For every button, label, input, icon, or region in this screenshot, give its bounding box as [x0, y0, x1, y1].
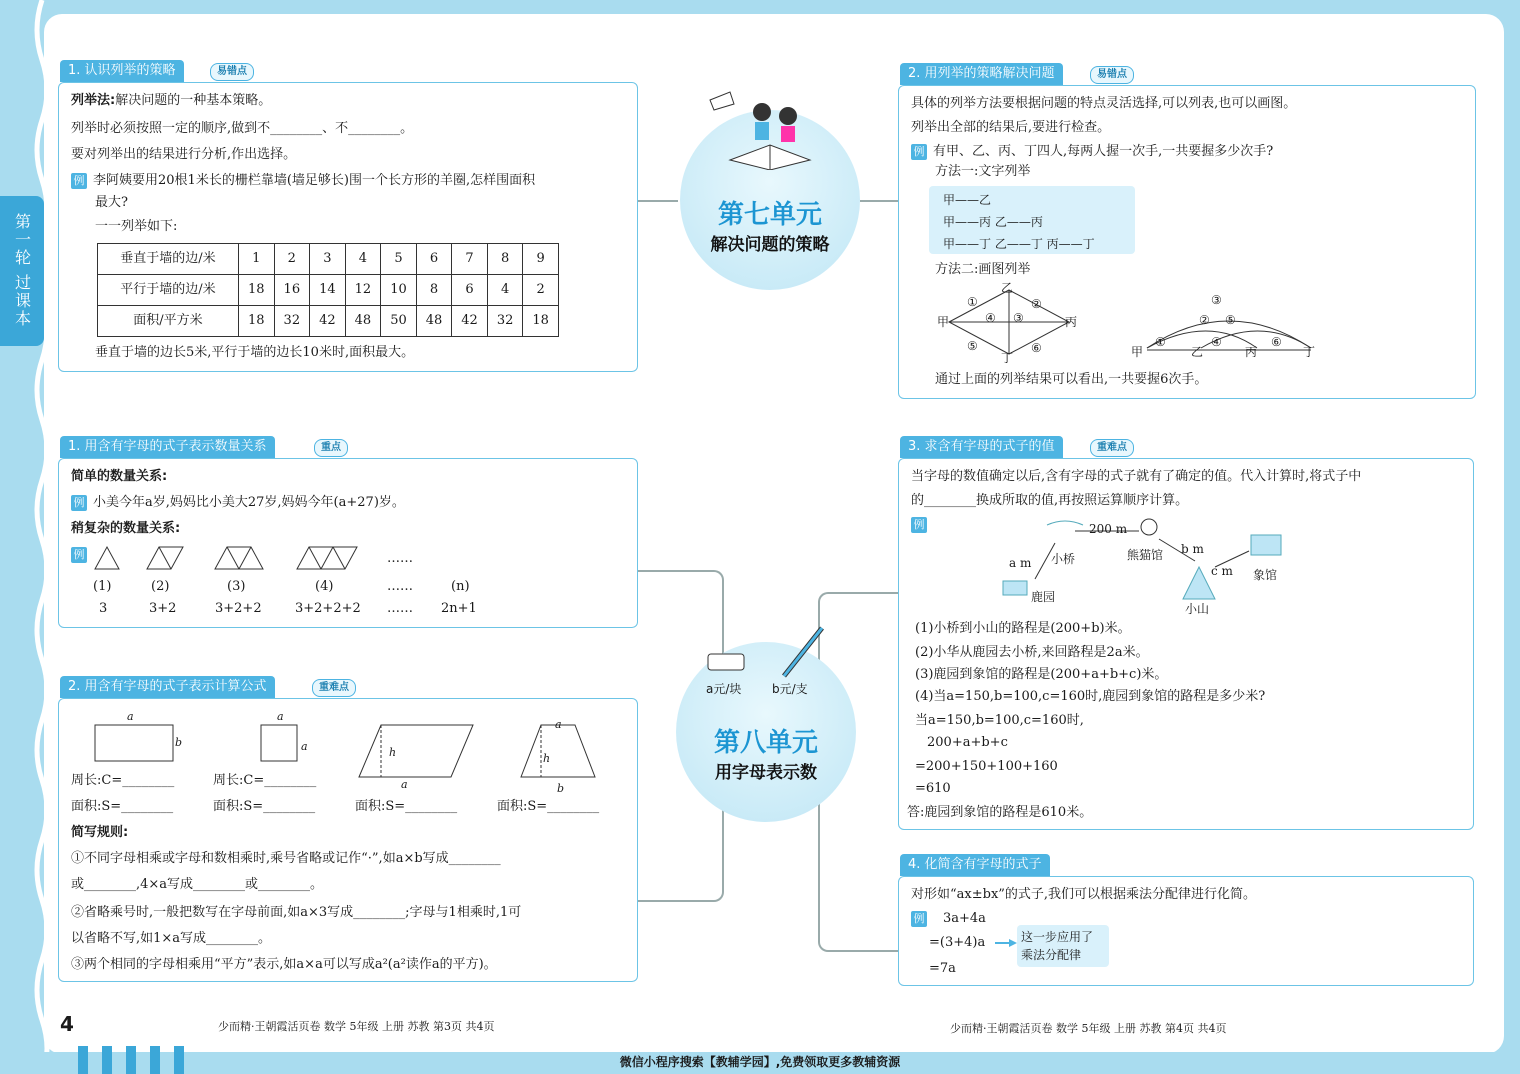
rule-text: ②省略乘号时,一般把数写在字母前面,如a×3写成________;字母与1相乘时,1可 — [71, 905, 522, 920]
example-mark: 例 — [71, 173, 87, 189]
text-line: 列举时必须按照一定的顺序,做到不________、不________。 — [71, 121, 414, 136]
rule-text: 以省略不写,如1×a写成________。 — [71, 931, 272, 946]
figure-label: (n) — [451, 579, 470, 594]
expression: 3+2+2+2 — [295, 601, 361, 616]
pen-price: b元/支 — [772, 682, 808, 696]
text-line: 具体的列举方法要根据问题的特点灵活选择,可以列表,也可以画图。 — [911, 96, 1297, 111]
table-cell: 4 — [487, 275, 523, 306]
difficulty-badge: 易错点 — [1090, 66, 1134, 84]
table-cell: 12 — [345, 275, 381, 306]
distance-label: c m — [1211, 564, 1233, 578]
example-text: 有甲、乙、丙、丁四人,每两人握一次手,一共要握多少次手? — [933, 144, 1274, 159]
rule-text: ③两个相同的字母相乘用“平方”表示,如a×a可以写成a²(a²读作a的平方)。 — [71, 957, 497, 972]
section-tag[interactable]: 1. 认识列举的策略 — [60, 60, 184, 82]
expression: 3+2 — [149, 601, 177, 616]
table-row — [98, 306, 559, 337]
row-header: 垂直于墙的边/米 — [98, 244, 239, 275]
text-line: 对形如“ax±bx”的式子,我们可以根据乘法分配律进行化简。 — [911, 887, 1257, 902]
difficulty-badge: 易错点 — [210, 63, 254, 81]
person-label: 乙 — [1001, 281, 1014, 295]
expression: 3+2+2 — [215, 601, 262, 616]
table-cell: 32 — [274, 306, 310, 337]
text-line: 一一列举如下: — [95, 219, 178, 234]
question-line: (1)小桥到小山的路程是(200+b)米。 — [915, 621, 1131, 636]
unit8-subtitle: 用字母表示数 — [715, 763, 817, 783]
example-mark: 例 — [911, 911, 927, 927]
unit8-title: 第八单元 — [713, 728, 818, 758]
distance-label: a m — [1009, 556, 1032, 570]
pen-icon — [778, 622, 828, 682]
pair-line: 甲——丙 乙——丙 — [943, 215, 1043, 229]
table-cell: 14 — [310, 275, 346, 306]
figure-label: (4) — [315, 579, 334, 594]
handshake-num: ⑤ — [967, 339, 978, 353]
method-label: 方法一:文字列举 — [935, 164, 1031, 179]
conclusion: 垂直于墙的边长5米,平行于墙的边长10米时,面积最大。 — [95, 345, 415, 360]
figure-label: …… — [387, 579, 413, 594]
eraser-price: a元/块 — [706, 682, 742, 696]
text-line: 解决问题的一种基本策略。 — [115, 93, 272, 108]
side-label: h — [389, 746, 397, 759]
step-line: =(3+4)a — [929, 935, 986, 950]
subheading: 简单的数量关系: — [71, 469, 168, 484]
table-cell: 16 — [274, 275, 310, 306]
example-text: 小美今年a岁,妈妈比小美大27岁,妈妈今年(a+27)岁。 — [93, 495, 405, 510]
place-label: 鹿园 — [1031, 590, 1056, 604]
place-label: 小桥 — [1051, 552, 1076, 566]
solution-line: 200+a+b+c — [927, 735, 1008, 750]
section-7-2 — [898, 85, 1476, 399]
pair-line: 甲——乙 — [943, 193, 992, 207]
table-row — [98, 244, 559, 275]
side-label: a — [127, 710, 134, 723]
question-line: (3)鹿园到象馆的路程是(200+a+b+c)米。 — [915, 667, 1168, 682]
answer-line: 答:鹿园到象馆的路程是610米。 — [907, 805, 1093, 820]
formula-blank[interactable]: 周长:C=________ — [71, 773, 175, 788]
question-line: (2)小华从鹿园去小桥,来回路程是2a米。 — [915, 645, 1149, 660]
side-label: b — [557, 782, 565, 795]
table-cell: 18 — [239, 306, 275, 337]
expression: 3 — [99, 601, 108, 616]
table-cell: 18 — [239, 275, 275, 306]
handshake-num: ⑥ — [1031, 341, 1042, 355]
handshake-num: ② — [1031, 297, 1042, 311]
example-mark: 例 — [71, 495, 87, 511]
section-8-4 — [898, 876, 1474, 986]
solution-line: =610 — [915, 781, 951, 796]
conclusion: 通过上面的列举结果可以看出,一共要握6次手。 — [935, 372, 1208, 387]
side-label: h — [543, 752, 551, 765]
rule-text: 或________,4×a写成________或________。 — [71, 877, 324, 892]
section-tag[interactable]: 2. 用含有字母的式子表示计算公式 — [60, 676, 275, 698]
row-header: 平行于墙的边/米 — [98, 275, 239, 306]
formula-blank[interactable]: 面积:S=________ — [497, 799, 600, 814]
enumeration-table — [97, 243, 559, 337]
subheading: 稍复杂的数量关系: — [71, 521, 181, 536]
table-row — [98, 275, 559, 306]
kids-reading-icon — [700, 90, 840, 170]
handshake-num: ④ — [1211, 335, 1222, 349]
difficulty-badge: 重难点 — [1090, 439, 1134, 457]
section-tag[interactable]: 4. 化简含有字母的式子 — [900, 854, 1050, 876]
difficulty-badge: 重点 — [314, 439, 348, 457]
step-line: 3a+4a — [943, 911, 986, 926]
person-label: 丁 — [1303, 345, 1316, 359]
place-label: 小山 — [1185, 602, 1210, 616]
handshake-num: ② — [1199, 313, 1210, 327]
section-tag[interactable]: 3. 求含有字母的式子的值 — [900, 436, 1063, 458]
formula-blank[interactable]: 周长:C=________ — [213, 773, 317, 788]
unit8-circle — [676, 642, 856, 822]
side-label: a — [401, 778, 408, 791]
table-cell: 8 — [416, 275, 452, 306]
table-cell: 6 — [416, 244, 452, 275]
text-line: 当字母的数值确定以后,含有字母的式子就有了确定的值。代入计算时,将式子中 — [911, 469, 1362, 484]
table-cell: 48 — [345, 306, 381, 337]
page-number: 4 — [60, 1012, 74, 1036]
handshake-num: ③ — [1013, 311, 1024, 325]
person-label: 丙 — [1245, 345, 1258, 359]
note-text: 乘法分配律 — [1021, 948, 1082, 962]
table-cell: 42 — [452, 306, 488, 337]
figure-label: (3) — [227, 579, 246, 594]
handshake-num: ① — [967, 295, 978, 309]
table-cell: 18 — [523, 306, 559, 337]
pair-line: 甲——丁 乙——丁 丙——丁 — [943, 237, 1095, 251]
person-label: 丙 — [1065, 315, 1078, 329]
side-label: a — [555, 718, 562, 731]
section-tag[interactable]: 2. 用列举的策略解决问题 — [900, 63, 1063, 85]
table-cell: 2 — [274, 244, 310, 275]
formula-blank[interactable]: 面积:S=________ — [355, 799, 458, 814]
place-label: 熊猫馆 — [1127, 548, 1164, 562]
text-line: 列举出全部的结果后,要进行检查。 — [911, 120, 1111, 135]
difficulty-badge: 重难点 — [312, 679, 356, 697]
footer-right: 少而精·王朝霞活页卷 数学 5年级 上册 苏教 第4页 共4页 — [950, 1022, 1227, 1035]
table-cell: 32 — [487, 306, 523, 337]
text-line: 最大? — [95, 195, 128, 210]
table-cell: 1 — [239, 244, 275, 275]
person-label: 丁 — [1001, 351, 1014, 365]
handshake-num: ④ — [985, 311, 996, 325]
section-8-2 — [58, 698, 638, 982]
side-tab[interactable]: 第一轮 过课本 — [0, 196, 44, 346]
promo-text[interactable]: 微信小程序搜索【教辅学园】,免费领取更多教辅资源 — [619, 1055, 901, 1069]
unit7-subtitle: 解决问题的策略 — [710, 235, 830, 255]
section-8-3 — [898, 458, 1474, 830]
connector-line — [860, 200, 900, 202]
person-label: 乙 — [1191, 345, 1204, 359]
table-cell: 6 — [452, 275, 488, 306]
section-8-1 — [58, 458, 638, 628]
example-text: 李阿姨要用20根1米长的栅栏靠墙(墙足够长)围一个长方形的羊圈,怎样围面积 — [93, 173, 536, 188]
distance-label: b m — [1181, 542, 1204, 556]
table-cell: 48 — [416, 306, 452, 337]
expression: 2n+1 — [441, 601, 477, 616]
formula-blank[interactable]: 面积:S=________ — [71, 799, 174, 814]
term-label: 列举法: — [71, 93, 116, 108]
wavy-edge — [30, 0, 52, 1074]
table-cell: 42 — [310, 306, 346, 337]
table-cell: 8 — [487, 244, 523, 275]
unit7-title: 第七单元 — [717, 200, 822, 230]
step-line: =7a — [929, 961, 956, 976]
note-text: 这一步应用了 — [1021, 930, 1094, 944]
text-line: 的________换成所取的值,再按照运算顺序计算。 — [911, 493, 1189, 508]
expression: …… — [387, 601, 413, 616]
method-label: 方法二:画图列举 — [935, 262, 1031, 277]
handshake-num: ⑥ — [1271, 335, 1282, 349]
side-label: b — [175, 736, 183, 749]
footer-left: 少而精·王朝霞活页卷 数学 5年级 上册 苏教 第3页 共4页 — [218, 1020, 495, 1033]
triangles-pattern — [89, 543, 399, 573]
table-cell: 9 — [523, 244, 559, 275]
table-cell: 7 — [452, 244, 488, 275]
question-line: (4)当a=150,b=100,c=160时,鹿园到象馆的路程是多少米? — [915, 689, 1266, 704]
example-mark: 例 — [71, 547, 87, 563]
place-label: 象馆 — [1253, 568, 1278, 582]
formula-blank[interactable]: 面积:S=________ — [213, 799, 316, 814]
solution-line: 当a=150,b=100,c=160时, — [915, 713, 1084, 728]
connector-line — [638, 790, 724, 902]
subheading: 简写规则: — [71, 825, 129, 840]
person-label: 甲 — [937, 315, 950, 329]
table-cell: 50 — [381, 306, 417, 337]
figure-label: (2) — [151, 579, 170, 594]
solution-line: =200+150+100+160 — [915, 759, 1058, 774]
unit7-circle — [680, 110, 860, 290]
connector-line — [818, 800, 900, 952]
arrow-icon — [995, 937, 1017, 949]
person-label: 甲 — [1131, 345, 1144, 359]
section-tag[interactable]: 1. 用含有字母的式子表示数量关系 — [60, 436, 275, 458]
table-cell: 10 — [381, 275, 417, 306]
table-cell: 3 — [310, 244, 346, 275]
eraser-icon — [706, 648, 750, 674]
section-7-1 — [58, 82, 638, 372]
row-header: 面积/平方米 — [98, 306, 239, 337]
rule-text: ①不同字母相乘或字母和数相乘时,乘号省略或记作“·”,如a×b写成________ — [71, 851, 501, 866]
handshake-num: ③ — [1211, 293, 1222, 307]
figure-label: (1) — [93, 579, 112, 594]
example-mark: 例 — [911, 517, 927, 533]
handshake-num: ⑤ — [1225, 313, 1236, 327]
handshake-num: ① — [1155, 335, 1166, 349]
example-mark: 例 — [911, 144, 927, 160]
connector-line — [638, 200, 678, 202]
distance-label: 200 m — [1089, 522, 1128, 536]
side-label: a — [277, 710, 284, 723]
table-cell: 4 — [345, 244, 381, 275]
ellipsis: …… — [387, 551, 413, 566]
side-label: a — [301, 740, 308, 753]
text-line: 要对列举出的结果进行分析,作出选择。 — [71, 147, 297, 162]
table-cell: 5 — [381, 244, 417, 275]
table-cell: 2 — [523, 275, 559, 306]
